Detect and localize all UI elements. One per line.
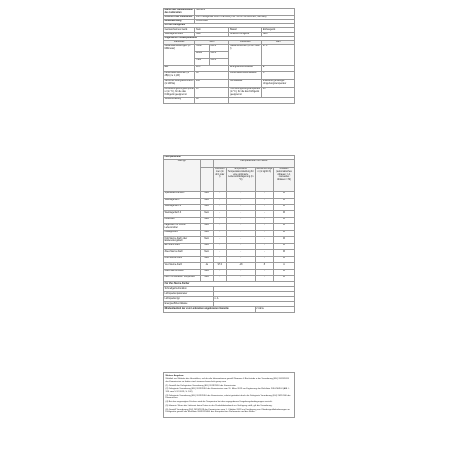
compartment-table (163, 155, 295, 313)
note-paragraph: (1) Gemäß der Delegierten Verordnung (EU) 2019/2016 der Kommission (165, 384, 236, 387)
col-header: Empfohlene Temperatureinstellung für eine optimierte Lebensmittellagerung (in °C) (226, 168, 255, 192)
compartment-row (164, 237, 295, 244)
compartment-value: 8 (255, 263, 273, 269)
value: Einbaugerät (262, 28, 295, 32)
compartment-value: M (274, 244, 295, 250)
compartment-name: Zwei-Sterne-Abteil (164, 269, 201, 275)
compartment-value: - (255, 269, 273, 275)
four-star-label: Für Vier-Sterne-Fächer (164, 282, 295, 287)
label: Anschrift des Lieferanten (164, 15, 195, 19)
label: Lichtquellenparameter (164, 292, 214, 297)
label: Bauart (229, 28, 262, 32)
compartment-name: Fach mit variabler Temperatur (164, 276, 201, 282)
col-header: Parameter (164, 40, 195, 44)
compartment-value: - (213, 244, 226, 250)
compartment-value: M (274, 198, 295, 204)
label: Mindestumgebungstemperatur (in °C), für die das Kühlgerät geeignet ist (164, 88, 195, 98)
compartment-name: Kaltlagerfach (164, 230, 201, 236)
note-paragraph: (2) Delegierte Verordnung (EU) 2019/2016 der Kommission vom 11. März 2019 zur Ergänzung der Richtlinie 2010/30/EU (ABl. L 315 vom 5.12.2019, S. 102) (165, 388, 290, 394)
compartment-name: Vier-Sterne-Fach (164, 263, 201, 269)
compartment-value: - (226, 204, 255, 210)
label: Energieeffizienzklasse (229, 66, 262, 72)
label: Luftschallemissionen (in dB(A) re 1 pW) (164, 72, 195, 80)
label: Mindestlaufzeit der vom Lieferanten angebotenen Garantie (164, 307, 256, 313)
label: Gesamtvolumen (in dm³ oder l) (229, 45, 262, 66)
compartment-value: - (255, 256, 273, 262)
compartment-value: Nein (200, 269, 213, 275)
compartment-value: - (213, 217, 226, 223)
compartment-value: A (274, 263, 295, 269)
compartment-name: Ein-Stern-Fach (164, 244, 201, 250)
value: Siemens (195, 9, 295, 16)
compartment-value: - (255, 224, 273, 231)
compartment-name: Kellerfach (164, 217, 201, 223)
label: Schnellgefrierfunktion (164, 287, 214, 292)
document-page (155, 0, 303, 464)
compartment-value: - (226, 244, 255, 250)
compartment-value: - (255, 204, 273, 210)
compartment-value: M (274, 211, 295, 217)
section-heading: Allgemeine Produktparameter (164, 36, 295, 40)
value: Ja (195, 98, 229, 104)
compartment-value: - (255, 276, 273, 282)
compartment-value: - (213, 224, 226, 231)
compartment-value: Nein (200, 237, 213, 244)
compartment-value: - (255, 250, 273, 256)
empty-cell (200, 168, 213, 192)
empty-cell (229, 98, 295, 104)
general-table (163, 8, 295, 104)
compartment-name: Speisekammerfach (164, 192, 201, 198)
note-paragraph: (6) Gemäß Verordnung (EU) 2019/2019 der Kommission vom 1. Oktober 2019 zur Festlegung von Ökodesign-Anforderungen an Kühlgeräte gemäß der Richtlinie 2009/125/EG des Europäischen Parlaments und des Rates. (165, 408, 290, 414)
group-header: Fachparameter und -werte (213, 160, 294, 168)
compartment-value: - (213, 230, 226, 236)
value: GI11VAFE0 (195, 19, 295, 23)
compartment-value: - (226, 224, 255, 231)
label: Winterschaltung (164, 98, 195, 104)
col-header: Wert (195, 40, 229, 44)
compartment-value: M (274, 224, 295, 231)
compartment-value: - (255, 211, 273, 217)
compartment-value: - (255, 192, 273, 198)
label: EEI (164, 66, 195, 72)
compartment-value: - (213, 276, 226, 282)
compartment-value: Nein (200, 250, 213, 256)
compartment-value: Nein (200, 204, 213, 210)
note-paragraph: (3) Delegierte Verordnung (EU) 2019/2016 der Kommission, zuletzt geändert durch die Delegierte Verordnung (EU) 2021/340 der Kommission. (165, 394, 291, 400)
compartment-value: - (255, 237, 273, 244)
compartment-value: - (226, 230, 255, 236)
compartment-value: - (213, 211, 226, 217)
label: Geräuscharmes Gerät (164, 28, 195, 32)
compartment-value: Nein (200, 211, 213, 217)
compartment-value: - (213, 204, 226, 210)
compartment-row (164, 224, 295, 231)
value: 10 (195, 88, 229, 98)
compartment-value: M (274, 204, 295, 210)
compartment-name: Zwei-Sterne-Fach (164, 250, 201, 256)
notes-box (163, 372, 295, 418)
compartment-value: Nein (200, 217, 213, 223)
compartment-value: - (213, 198, 226, 204)
compartment-value: - (213, 250, 226, 256)
compartment-name: Weinlagerfach 3 (164, 211, 201, 217)
compartment-value: - (226, 237, 255, 244)
label: Jährlicher Energieverbrauch (in kWh/a) (164, 80, 195, 88)
col-header: Fachtyp (164, 160, 201, 192)
note-paragraph: Weblink zur Website des Herstellers, auf der die Informationen gemäß Nummer 4 Buchstabe a der Verordnung (EU) 2019/2019 der Kommission zu finden sind: siemens-home.bsh-group.com (165, 378, 289, 383)
compartment-value: - (226, 276, 255, 282)
col-header: Abtauart (automatisches Abtauen = A, manuelles Abtauen = M) (274, 168, 295, 192)
note-paragraph: (5) Hinweis: Wenn der Lieferant keine Daten in der Produktdatenbank zur Verfügung stellt, gilt die Verordnung. (165, 404, 273, 407)
compartment-name: Weinlagerfach (164, 198, 201, 204)
label: Klimaklasse (229, 80, 262, 88)
col-header: Wert (262, 40, 295, 44)
compartment-value: - (226, 217, 255, 223)
compartment-value: - (226, 192, 255, 198)
value: BSH Hausgeräte GmbH Carl-Wery-Str. 34 81739 München, Germany (195, 15, 295, 19)
value: erweiterte gemäßigte Umgebungstemperatur (262, 80, 295, 88)
label: Modellkennung (164, 19, 195, 23)
compartment-value: Nein (200, 244, 213, 250)
compartment-value: - (226, 269, 255, 275)
compartment-value: - (255, 230, 273, 236)
label: Weinlagerschrank (164, 32, 195, 36)
compartment-value: Nein (200, 198, 213, 204)
compartment-value: - (255, 217, 273, 223)
note-paragraph: (4) Bei den angezeigten Fächern wird die Temperatur bei den angegebenen Umgebungsbedingungen erreicht. (165, 401, 273, 404)
compartment-value: 97.0 (213, 263, 226, 269)
compartment-value: M (274, 217, 295, 223)
col-header: Gefriervermögen (in kg/24 h) (255, 168, 273, 192)
compartment-value: - (255, 244, 273, 250)
compartment-value: - (226, 256, 255, 262)
compartment-name: Weinlagerfach 2 (164, 204, 201, 210)
compartment-value: Nein (200, 256, 213, 262)
dim-label: Tiefe (195, 59, 209, 66)
dim-value: 560.0 (209, 52, 229, 59)
compartment-value: - (213, 192, 226, 198)
compartment-value: - (226, 211, 255, 217)
compartment-value: - (213, 237, 226, 244)
value: 99.1 (195, 66, 229, 72)
compartment-value: - (213, 269, 226, 275)
dim-label: Höhe (195, 45, 209, 52)
value: 97.0 (262, 45, 295, 66)
compartment-name: Null-Sterne-Fach oder Eisbereitungsfach (164, 237, 201, 244)
compartment-value: Nein (200, 276, 213, 282)
dim-label: Breite (195, 52, 209, 59)
compartment-value: Nein (200, 230, 213, 236)
value: 38 (195, 72, 229, 80)
compartment-value: - (213, 256, 226, 262)
section-heading: Fachparameter (164, 156, 295, 160)
value: Nein (262, 32, 295, 36)
compartment-value: Nein (200, 224, 213, 231)
compartment-value: M (274, 276, 295, 282)
compartment-rows (164, 192, 295, 282)
compartment-value: - (255, 198, 273, 204)
compartment-value: M (274, 250, 295, 256)
compartment-value: M (274, 256, 295, 262)
value: 208 (195, 80, 229, 88)
empty-cell (200, 160, 213, 168)
compartment-name: Lagerfach für frische Lebensmittel (164, 224, 201, 231)
dim-value: 880.0 (209, 45, 229, 52)
value: C (262, 72, 295, 80)
section-heading: Art des Kühlgeräts (164, 24, 295, 28)
compartment-value: M (274, 192, 295, 198)
label: Anderes Kühlgerät (229, 32, 262, 36)
value: n. A. (213, 297, 294, 302)
compartment-value: M (274, 237, 295, 244)
compartment-value: M (274, 230, 295, 236)
compartment-value: -18 (226, 263, 255, 269)
label: Name oder Handelsmarke des Lieferanten (164, 9, 195, 16)
compartment-value: M (274, 269, 295, 275)
label: Gesamtabmessungen (in Millimeter) (164, 45, 195, 66)
compartment-value: Nein (200, 192, 213, 198)
label: Lichtquellentyp (164, 297, 214, 302)
label: Luftschallemissionsklasse (229, 72, 262, 80)
value: 43 (262, 88, 295, 98)
compartment-value: - (226, 250, 255, 256)
value: Nein (195, 28, 229, 32)
value: 2 Jahre (255, 307, 294, 313)
value: E (262, 66, 295, 72)
value: Nein (195, 32, 229, 36)
label: Höchstumgebungstemperatur (in °C), für die das Kühlgerät geeignet ist (229, 88, 262, 98)
col-header: Parameter (229, 40, 262, 44)
col-header: Fachvolumen (in dm³ oder l) (213, 168, 226, 192)
compartment-name: Drei-Sterne-Fach (164, 256, 201, 262)
compartment-value: Ja (200, 263, 213, 269)
compartment-value: - (226, 198, 255, 204)
dim-value: 550.0 (209, 59, 229, 66)
label: Energieeffizienzklasse (164, 302, 214, 307)
notes-title: Weitere Angaben: (165, 374, 184, 377)
